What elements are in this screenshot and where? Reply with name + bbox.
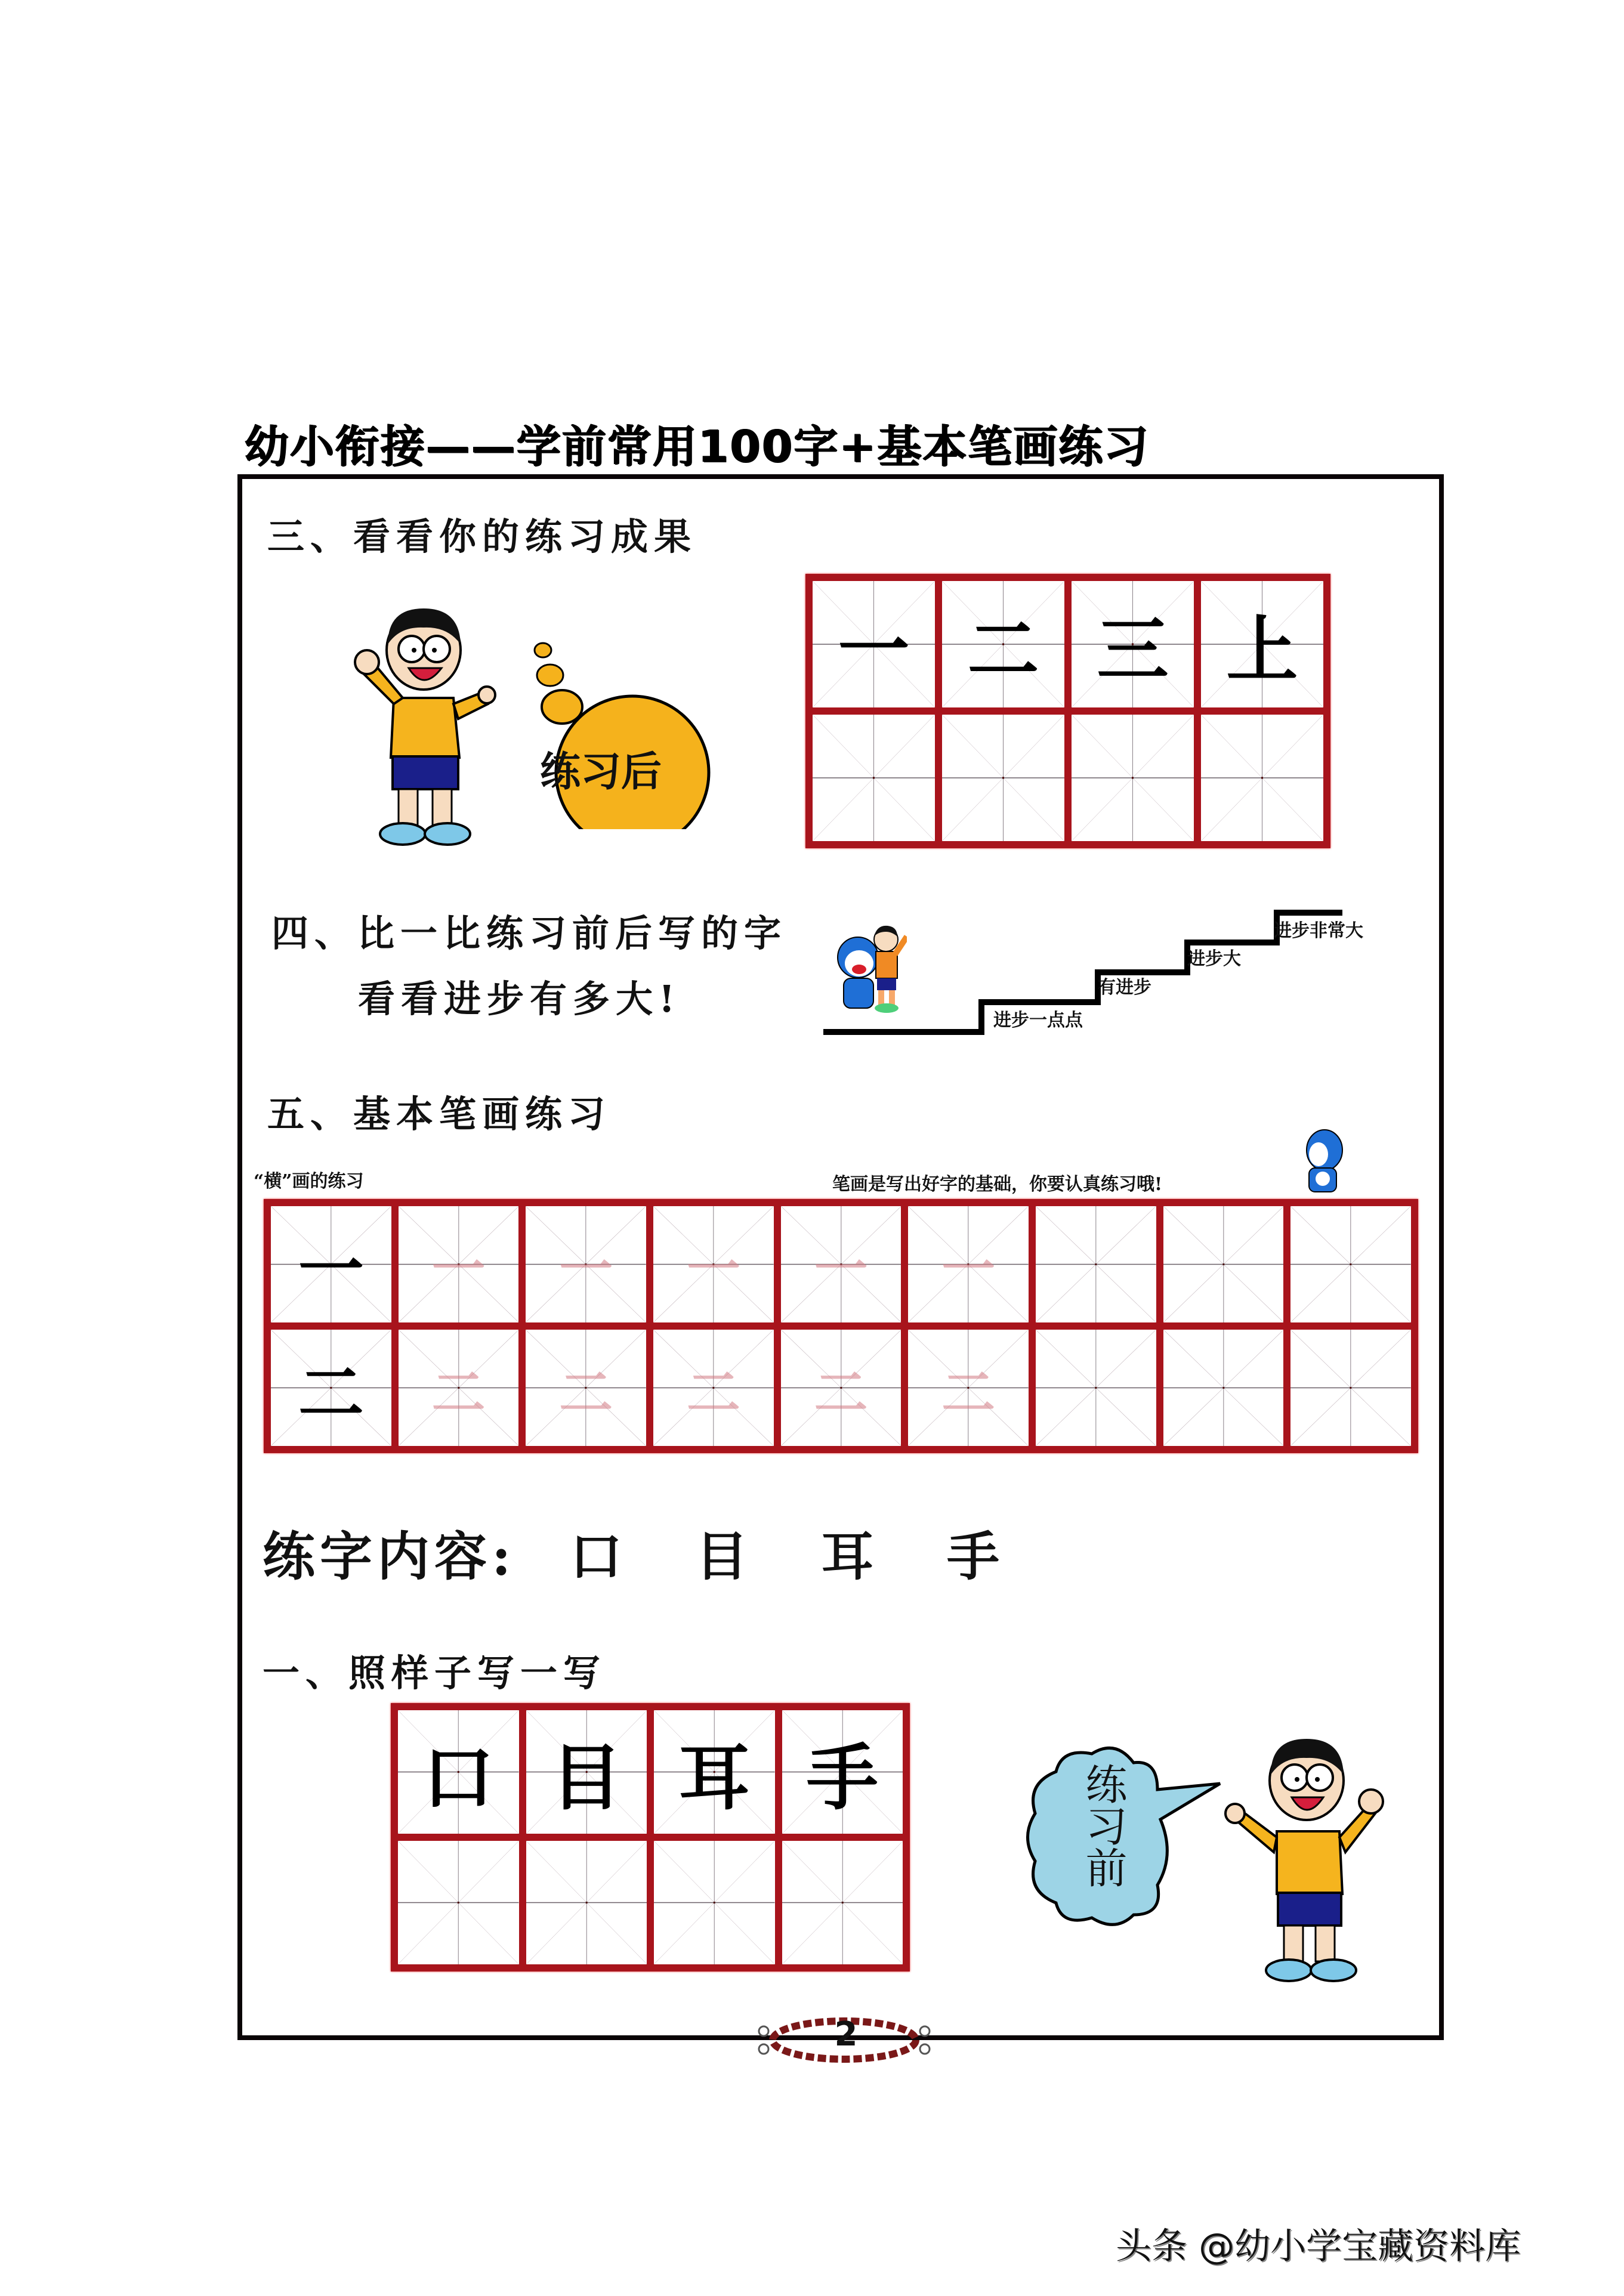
writing-cell[interactable] (654, 1841, 775, 1964)
writing-cell[interactable] (398, 1710, 519, 1834)
model-character: 手 (806, 1735, 878, 1820)
content-char: 口 (570, 1525, 623, 1587)
writing-cell[interactable] (908, 1330, 1029, 1446)
writing-cell[interactable] (942, 581, 1064, 707)
grid-guide-lines (782, 1841, 903, 1964)
trace-character: 一 (814, 1237, 868, 1301)
stroke-practice-grid (264, 1199, 1418, 1453)
trace-character: 一 (941, 1237, 996, 1301)
nobita-pointing-icon (1217, 1733, 1396, 1983)
practice-content-chars (570, 1515, 999, 1590)
grid-guide-lines (1036, 1330, 1156, 1446)
grid-guide-lines (813, 715, 935, 841)
trace-character: 二 (431, 1361, 486, 1424)
bubble-label-before: 练习前 (1079, 1763, 1128, 1888)
model-character: 二 (967, 608, 1039, 692)
model-character: 一 (298, 1231, 364, 1308)
page-title: 幼小衔接——学前常用100字+基本笔画练习 (245, 421, 1150, 472)
grid-guide-lines (1163, 1330, 1284, 1446)
grid-guide-lines (1290, 1206, 1411, 1322)
writing-cell[interactable] (781, 1330, 901, 1446)
writing-cell[interactable] (942, 715, 1064, 841)
stair-label-4: 进步非常大 (1274, 920, 1363, 941)
grid-guide-lines (1290, 1330, 1411, 1446)
writing-cell[interactable] (1036, 1206, 1156, 1322)
watermark: 头条 @幼小学宝藏资料库 (1116, 2226, 1521, 2267)
model-character: 耳 (678, 1735, 751, 1820)
writing-cell[interactable] (1036, 1330, 1156, 1446)
grid-guide-lines (1072, 715, 1194, 841)
nobita-character-icon (352, 602, 507, 847)
writing-cell[interactable] (1201, 581, 1323, 707)
bubble-label-after: 练习后 (540, 748, 662, 796)
content-char: 耳 (821, 1525, 874, 1587)
writing-cell[interactable] (654, 1710, 775, 1834)
trace-character: 一 (431, 1237, 486, 1301)
page-number: 2 (834, 2015, 858, 2054)
grid-guide-lines (1201, 715, 1323, 841)
writing-cell[interactable] (399, 1330, 519, 1446)
writing-cell[interactable] (271, 1206, 391, 1322)
model-character: 一 (838, 608, 910, 692)
stair-label-2: 有进步 (1098, 977, 1151, 998)
writing-cell[interactable] (908, 1206, 1029, 1322)
practice-content-label: 练字内容: (263, 1525, 516, 1587)
writing-cell[interactable] (653, 1206, 774, 1322)
trace-character: 二 (941, 1361, 996, 1424)
grid-guide-lines (942, 715, 1064, 841)
trace-character: 二 (559, 1361, 613, 1424)
copy-practice-grid (391, 1703, 910, 1971)
grid-guide-lines (1163, 1206, 1284, 1322)
thought-bubble-after-icon (525, 626, 716, 829)
model-character: 目 (550, 1735, 622, 1820)
content-char: 手 (946, 1525, 999, 1587)
model-character: 二 (298, 1354, 364, 1432)
writing-cell[interactable] (271, 1330, 391, 1446)
writing-cell[interactable] (398, 1841, 519, 1964)
model-character: 口 (422, 1735, 495, 1820)
stair-label-1: 进步一点点 (993, 1010, 1083, 1031)
writing-cell[interactable] (1072, 581, 1194, 707)
stroke-tip-text: 笔画是写出好字的基础，你要认真练习哦! (832, 1174, 1163, 1195)
writing-cell[interactable] (526, 1710, 647, 1834)
model-character: 三 (1097, 608, 1169, 692)
writing-cell[interactable] (782, 1710, 903, 1834)
trace-character: 二 (814, 1361, 868, 1424)
grid-guide-lines (526, 1841, 647, 1964)
trace-character: 一 (559, 1237, 613, 1301)
practice-grid-results (805, 574, 1330, 848)
writing-cell[interactable] (781, 1206, 901, 1322)
section4-heading-line2: 看看进步有多大! (358, 977, 681, 1021)
trace-character: 一 (686, 1237, 740, 1301)
grid-guide-lines (398, 1841, 519, 1964)
writing-cell[interactable] (399, 1206, 519, 1322)
stair-label-3: 进步大 (1187, 948, 1241, 969)
writing-cell[interactable] (1163, 1330, 1284, 1446)
writing-cell[interactable] (1072, 715, 1194, 841)
writing-cell[interactable] (1290, 1330, 1411, 1446)
section5-heading: 五、基本笔画练习 (267, 1092, 612, 1136)
writing-cell[interactable] (1201, 715, 1323, 841)
writing-cell[interactable] (653, 1330, 774, 1446)
section4-heading-line1: 四、比一比练习前后写的字 (271, 911, 788, 955)
content-char: 目 (695, 1525, 748, 1587)
trace-character: 二 (686, 1361, 740, 1424)
writing-cell[interactable] (782, 1841, 903, 1964)
writing-cell[interactable] (526, 1841, 647, 1964)
writing-cell[interactable] (1163, 1206, 1284, 1322)
writing-cell[interactable] (1290, 1206, 1411, 1322)
writing-cell[interactable] (813, 715, 935, 841)
doraemon-peek-icon (1301, 1127, 1348, 1196)
section3-heading: 三、看看你的练习成果 (267, 515, 697, 558)
writing-cell[interactable] (526, 1330, 646, 1446)
stroke-practice-label: “横”画的练习 (254, 1171, 364, 1192)
exercise-heading: 一、照样子写一写 (263, 1651, 607, 1695)
writing-cell[interactable] (526, 1206, 646, 1322)
writing-cell[interactable] (813, 581, 935, 707)
model-character: 上 (1226, 608, 1298, 692)
grid-guide-lines (654, 1841, 775, 1964)
grid-guide-lines (1036, 1206, 1156, 1322)
